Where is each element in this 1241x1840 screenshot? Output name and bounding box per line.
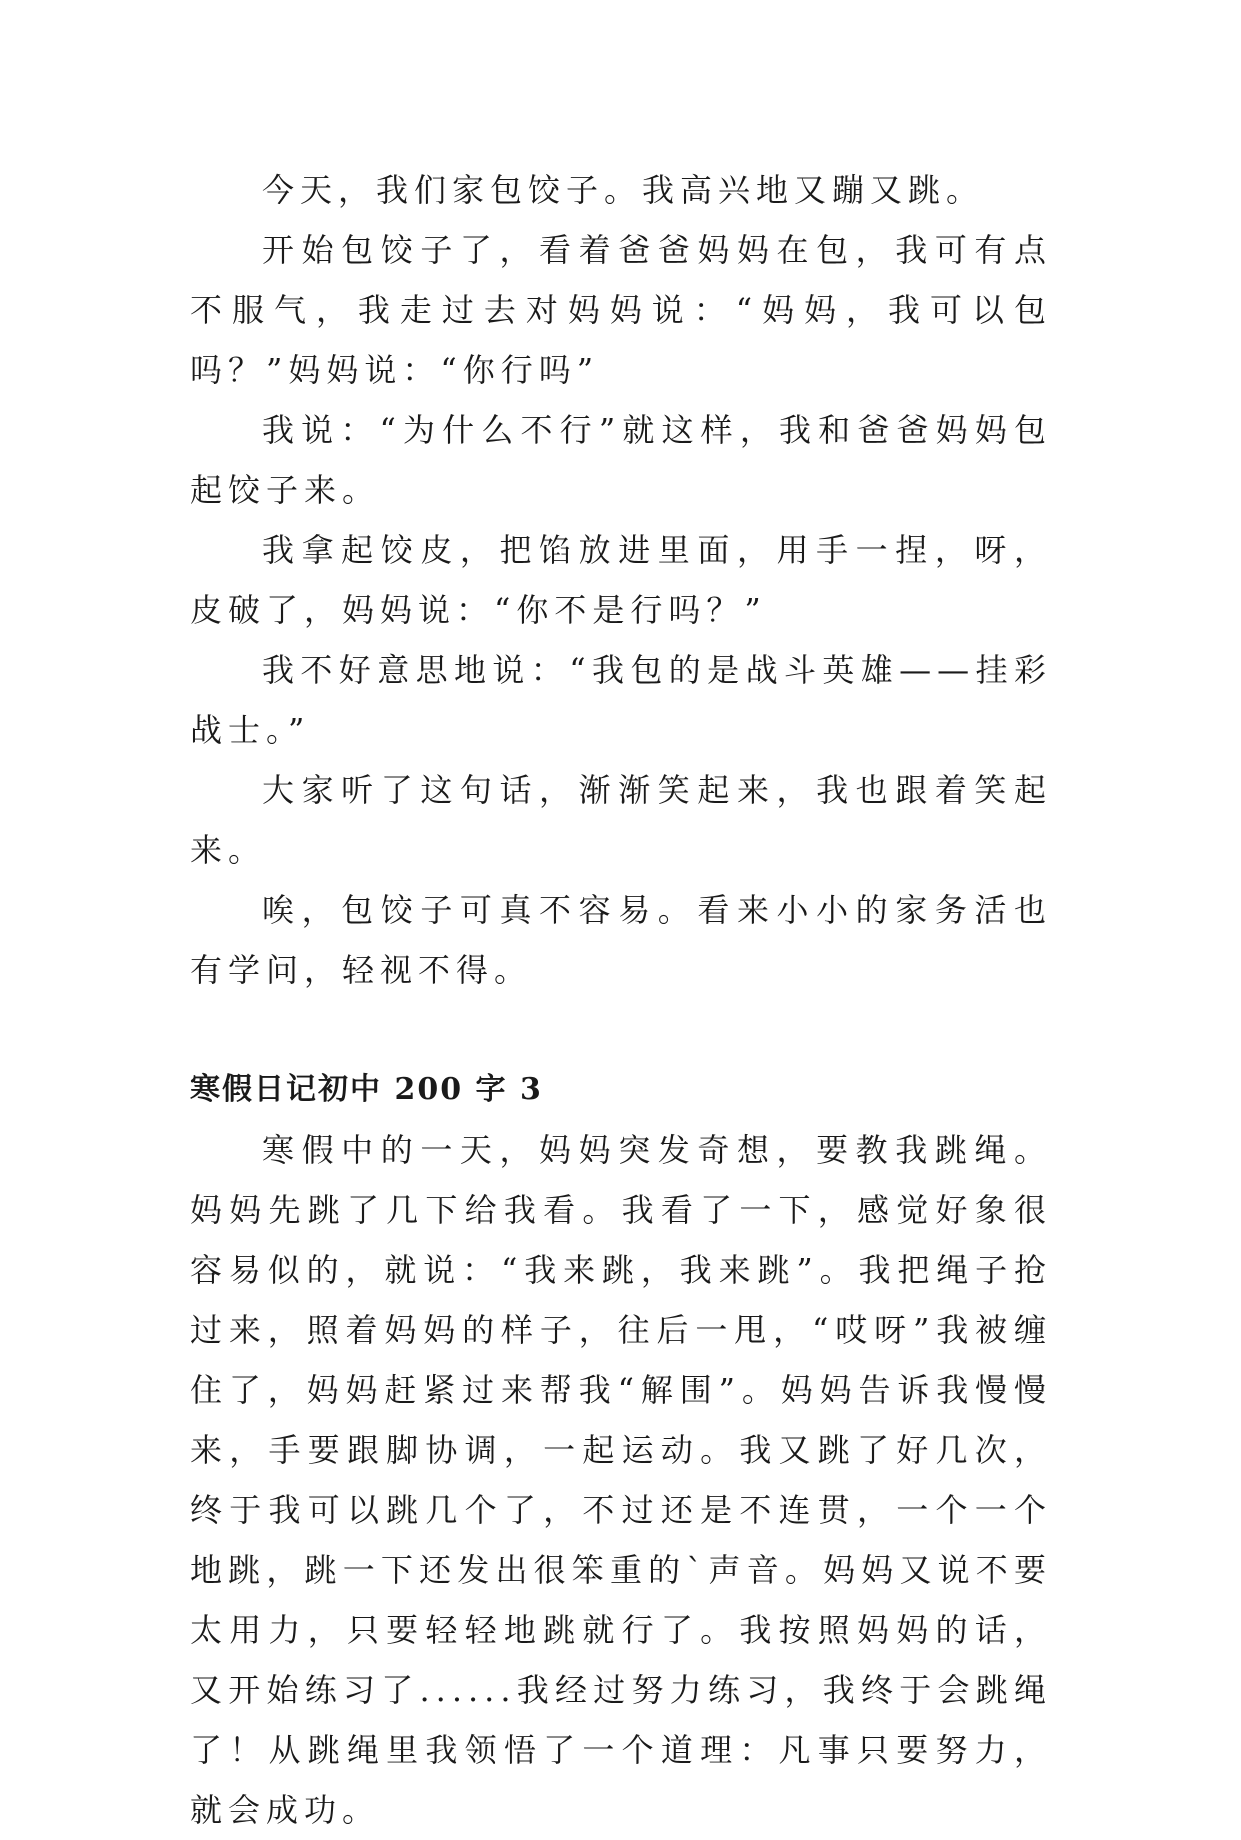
paragraph: 开始包饺子了，看着爸爸妈妈在包，我可有点不服气，我走过去对妈妈说：“妈妈，我可以包吗？”妈妈说：“你行吗” (190, 231, 1052, 389)
paragraph: 唉，包饺子可真不容易。看来小小的家务活也有学问，轻视不得。 (190, 891, 1052, 989)
paragraph: 今天，我们家包饺子。我高兴地又蹦又跳。 (262, 171, 985, 209)
section-title: 寒假日记初中 200 字 3 (190, 1072, 543, 1107)
paragraph: 大家听了这句话，渐渐笑起来，我也跟着笑起来。 (190, 771, 1052, 869)
section-spacer (190, 1000, 1052, 1060)
paragraph: 我拿起饺皮，把馅放进里面，用手一捏，呀，皮破了，妈妈说：“你不是行吗？” (190, 531, 1052, 629)
document-body (190, 160, 1052, 1840)
paragraph: 我说：“为什么不行”就这样，我和爸爸妈妈包起饺子来。 (190, 411, 1052, 509)
paragraph: 我不好意思地说：“我包的是战斗英雄——挂彩战士。” (190, 651, 1052, 749)
paragraph: 寒假中的一天，妈妈突发奇想，要教我跳绳。妈妈先跳了几下给我看。我看了一下，感觉好象很容易似的，就说：“我来跳，我来跳”。我把绳子抢过来，照着妈妈的样子，往后一甩，“哎呀”我被缠住了，妈妈赶紧过来帮我“解围”。妈妈告诉我慢慢来，手要跟脚协调，一起运动。我又跳了好几次，终于我可以跳几个了，不过还是不连贯，一个一个地跳，跳一下还发出很笨重的`声音。妈妈又说不要太用力，只要轻轻地跳就行了。我按照妈妈的话，又开始练习了......我经过努力练习，我终于会跳绳了！从跳绳里我领悟了一个道理：凡事只要努力，就会成功。 (190, 1131, 1052, 1829)
